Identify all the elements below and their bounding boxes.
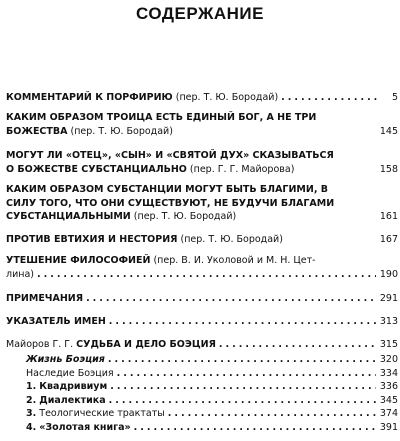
- toc-entry[interactable]: [6, 233, 398, 247]
- dot-leader: [216, 338, 376, 352]
- dot-leader: [278, 91, 380, 105]
- page-number: 313: [379, 316, 398, 327]
- subsection-title: Диалектика: [39, 394, 106, 406]
- page-number: 167: [379, 234, 398, 245]
- subsection-number: 3.: [26, 408, 37, 419]
- entry-title: МОГУТ ЛИ «ОТЕЦ», «СЫН» И «СВЯТОЙ ДУХ» СКАЗЫВАТЬСЯ: [6, 150, 334, 161]
- page-number: 320: [379, 354, 398, 365]
- subsection-title: Квадривиум: [39, 381, 108, 392]
- entry-title-cont: СИЛУ ТОГО, ЧТО ОНИ СУЩЕСТВУЮТ, НЕ БУДУЧИ БЛАГАМИ: [6, 197, 335, 209]
- dot-leader: [34, 268, 376, 282]
- toc-subsection-list: [26, 353, 398, 434]
- entry-title: КОММЕНТАРИЙ К ПОРФИРИЮ: [6, 92, 173, 103]
- entry-title: УКАЗАТЕЛЬ ИМЕН: [6, 316, 106, 327]
- toc-subsection[interactable]: [26, 380, 398, 394]
- subsection-title: «Золотая книга»: [39, 421, 131, 433]
- toc-entry[interactable]: [6, 292, 398, 306]
- entry-translator: (пер. Г. Г. Майорова): [189, 163, 295, 175]
- toc-entry-essay[interactable]: [6, 338, 398, 352]
- entry-title-cont: БОЖЕСТВА: [6, 125, 68, 137]
- page-number: 336: [379, 381, 398, 392]
- essay-title: СУДЬБА И ДЕЛО БОЭЦИЯ: [76, 339, 216, 350]
- entry-title-cont: О БОЖЕСТВЕ СУБСТАНЦИАЛЬНО: [6, 163, 187, 175]
- dot-leader: [105, 353, 376, 367]
- toc-subsection[interactable]: [26, 394, 398, 408]
- page-number: 145: [379, 125, 398, 137]
- toc-subsection[interactable]: [26, 421, 398, 435]
- entry-title: ПРИМЕЧАНИЯ: [6, 293, 84, 304]
- subsection-title: Наследие Боэция: [26, 367, 114, 379]
- toc-entry[interactable]: [6, 91, 398, 105]
- page-number: 374: [379, 408, 398, 419]
- toc-entry[interactable]: [6, 111, 398, 138]
- page-number: 158: [379, 163, 398, 175]
- page-title: СОДЕРЖАНИЕ: [136, 4, 264, 23]
- entry-translator: (пер. Т. Ю. Бородай): [70, 125, 173, 137]
- subsection-title: Жизнь Боэция: [26, 354, 105, 365]
- page-number: 345: [379, 394, 398, 406]
- entry-title-cont: СУБСТАНЦИАЛЬНЫМИ: [6, 211, 131, 222]
- entry-title: КАКИМ ОБРАЗОМ ТРОИЦА ЕСТЬ ЕДИНЫЙ БОГ, А НЕ ТРИ: [6, 112, 317, 123]
- page-number: 391: [379, 421, 398, 433]
- toc-entry[interactable]: [6, 183, 398, 224]
- toc-subsection[interactable]: [26, 407, 398, 421]
- entry-title: ПРОТИВ ЕВТИХИЯ И НЕСТОРИЯ: [6, 234, 178, 245]
- dot-leader: [114, 367, 376, 381]
- toc-entry[interactable]: [6, 315, 398, 329]
- toc-subsection[interactable]: [26, 353, 398, 367]
- page-number: 291: [379, 293, 398, 304]
- dot-leader: [131, 421, 376, 435]
- toc-entry[interactable]: [6, 254, 398, 281]
- page-number: 190: [379, 268, 398, 280]
- subsection-number: 1.: [26, 381, 37, 392]
- entry-translator-cont: лина): [6, 268, 34, 280]
- entry-title: КАКИМ ОБРАЗОМ СУБСТАНЦИИ МОГУТ БЫТЬ БЛАГИМИ, В: [6, 184, 328, 195]
- toc-subsection[interactable]: [26, 367, 398, 381]
- subsection-title: Теологические трактаты: [39, 408, 165, 419]
- dot-leader: [106, 394, 376, 408]
- entry-title: УТЕШЕНИЕ ФИЛОСОФИЕЙ: [6, 255, 151, 266]
- entry-translator: (пер. Т. Ю. Бородай): [175, 92, 279, 103]
- entry-translator: (пер. Т. Ю. Бородай): [133, 211, 237, 222]
- subsection-number: 2.: [26, 394, 37, 406]
- dot-leader: [83, 292, 376, 306]
- essay-author: Майоров Г. Г.: [6, 339, 74, 350]
- page-number: 161: [379, 211, 398, 222]
- toc-entry[interactable]: [6, 149, 398, 176]
- dot-leader: [107, 380, 376, 394]
- dot-leader: [165, 407, 376, 421]
- page-number: 5: [391, 92, 398, 103]
- entry-translator: (пер. В. И. Уколовой и М. Н. Цет-: [153, 255, 316, 266]
- subsection-number: 4.: [26, 421, 37, 433]
- page-number: 334: [379, 367, 398, 379]
- page-number: 315: [379, 339, 398, 350]
- entry-translator: (пер. Т. Ю. Бородай): [180, 234, 283, 245]
- dot-leader: [106, 315, 376, 329]
